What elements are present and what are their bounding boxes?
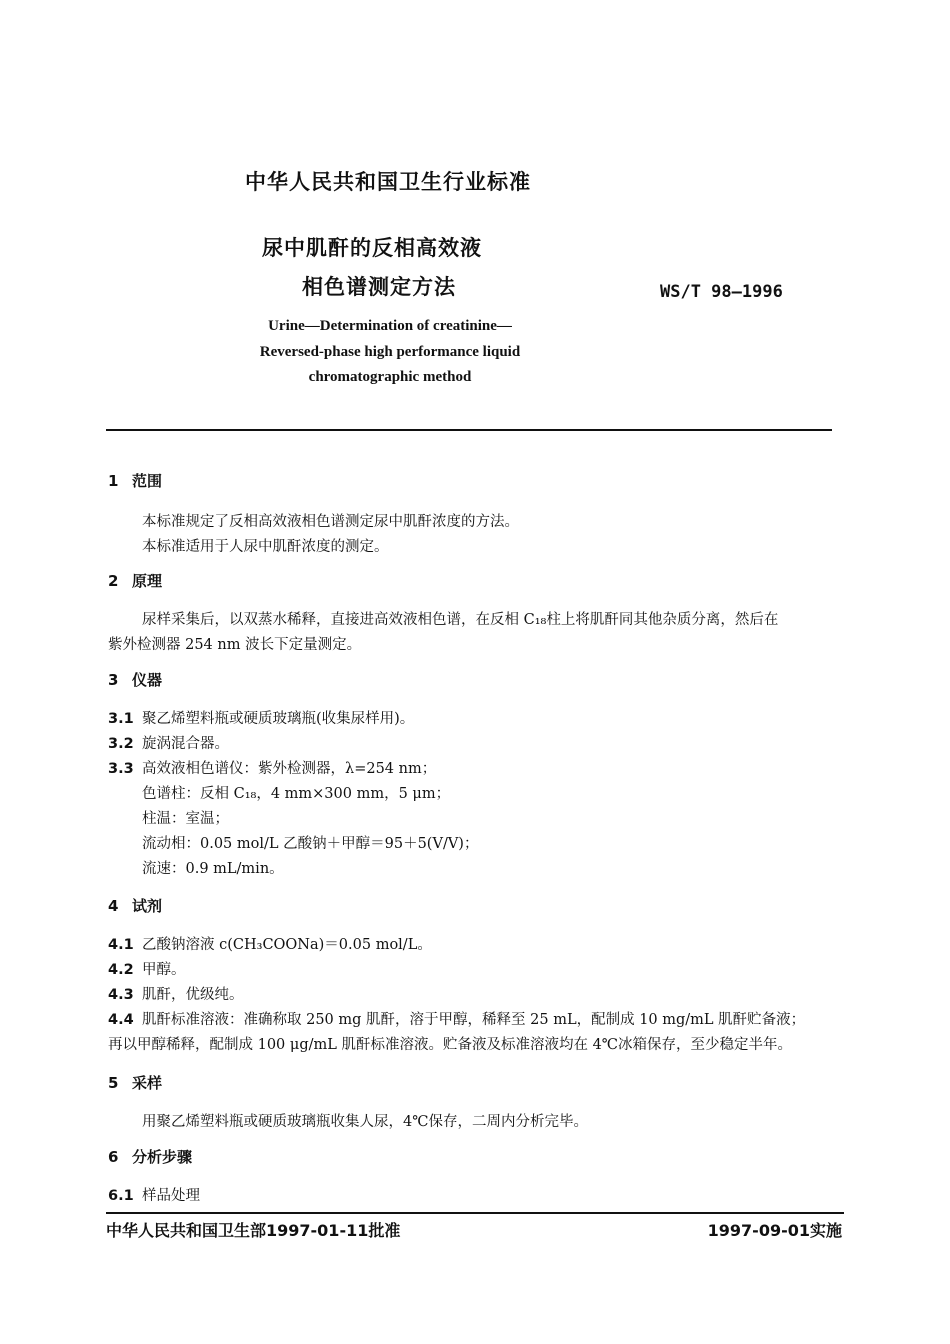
approval-statement: 中华人民共和国卫生部1997-01-11批准 [106,1221,401,1240]
section-number: 4 [108,897,119,915]
clause-4-4-continuation: 再以甲醇稀释，配制成 100 μg/mL 肌酐标准溶液。贮备液及标准溶液均在 4℃冰箱保存，至少稳定半年。 [108,1037,793,1053]
header-divider [106,429,832,431]
column-temperature: 柱温：室温； [142,811,229,827]
section-number: 6 [108,1148,119,1166]
clause-number: 3.1 [108,711,134,727]
section-title: 仪器 [132,671,163,689]
clause-4-1 [108,933,432,954]
implementation-date: 1997-09-01实施 [707,1221,842,1240]
clause-number: 4.1 [108,937,134,953]
english-title-line-3: chromatographic method [308,369,472,385]
clause-text: 聚乙烯塑料瓶或硬质玻璃瓶(收集尿样用)。 [142,711,415,727]
clause-4-2 [108,958,186,979]
english-title-line-2: Reversed-phase high performance liquid [259,344,521,360]
title-line-1: 尿中肌酐的反相高效液 [262,236,482,260]
clause-6-1 [108,1184,200,1205]
clause-text: 肌酐标准溶液：准确称取 250 mg 肌酐，溶于甲醇，稀释至 25 mL，配制成 10 mg/mL 肌酐贮备液； [142,1012,806,1028]
clause-number: 3.2 [108,736,134,752]
section-6-heading [108,1146,192,1167]
clause-4-3 [108,983,244,1004]
clause-number: 4.3 [108,987,134,1003]
section-2-paragraph-line-2: 紫外检测器 254 nm 波长下定量测定。 [108,637,362,653]
clause-number: 4.2 [108,962,134,978]
section-1-paragraph-1: 本标准规定了反相高效液相色谱测定尿中肌酐浓度的方法。 [142,514,519,530]
mobile-phase: 流动相：0.05 mol/L 乙酸钠＋甲醇＝95＋5(V/V)； [142,836,479,852]
section-5-heading [108,1072,162,1093]
clause-text: 高效液相色谱仪：紫外检测器，λ=254 nm； [142,761,437,777]
section-number: 1 [108,472,119,490]
clause-number: 3.3 [108,761,134,777]
section-title: 采样 [132,1074,163,1092]
section-2-heading [108,570,162,591]
section-5-paragraph: 用聚乙烯塑料瓶或硬质玻璃瓶收集人尿，4℃保存，二周内分析完毕。 [142,1114,588,1130]
section-1-paragraph-2: 本标准适用于人尿中肌酐浓度的测定。 [142,539,389,555]
section-1-heading [108,470,162,491]
section-number: 5 [108,1074,119,1092]
section-4-heading [108,895,162,916]
clause-number: 6.1 [108,1188,134,1204]
section-title: 范围 [132,472,163,490]
standard-code: WS/T 98—1996 [660,282,783,302]
standard-category: 中华人民共和国卫生行业标准 [245,170,531,194]
clause-text: 旋涡混合器。 [142,736,229,752]
title-line-2: 相色谱测定方法 [302,275,456,299]
section-title: 分析步骤 [132,1148,193,1166]
clause-text: 肌酐，优级纯。 [142,987,244,1003]
section-number: 2 [108,572,119,590]
clause-3-3 [108,757,436,778]
clause-3-1 [108,707,414,728]
clause-3-2 [108,732,229,753]
section-2-paragraph-line-1: 尿样采集后，以双蒸水稀释，直接进高效液相色谱，在反相 C₁₈柱上将肌酐同其他杂质分离，然后在 [142,612,779,628]
english-title-line-1: Urine—Determination of creatinine— [268,318,512,334]
clause-text: 样品处理 [142,1188,200,1204]
clause-text: 乙酸钠溶液 c(CH₃COONa)＝0.05 mol/L。 [142,937,432,953]
clause-4-4 [108,1008,805,1029]
section-3-heading [108,669,162,690]
clause-text: 甲醇。 [142,962,186,978]
section-title: 原理 [132,572,163,590]
footer-divider [106,1212,844,1214]
section-title: 试剂 [132,897,163,915]
section-number: 3 [108,671,119,689]
clause-number: 4.4 [108,1012,134,1028]
column-spec: 色谱柱：反相 C₁₈，4 mm×300 mm，5 μm； [142,786,451,802]
flow-rate: 流速：0.9 mL/min。 [142,861,284,877]
